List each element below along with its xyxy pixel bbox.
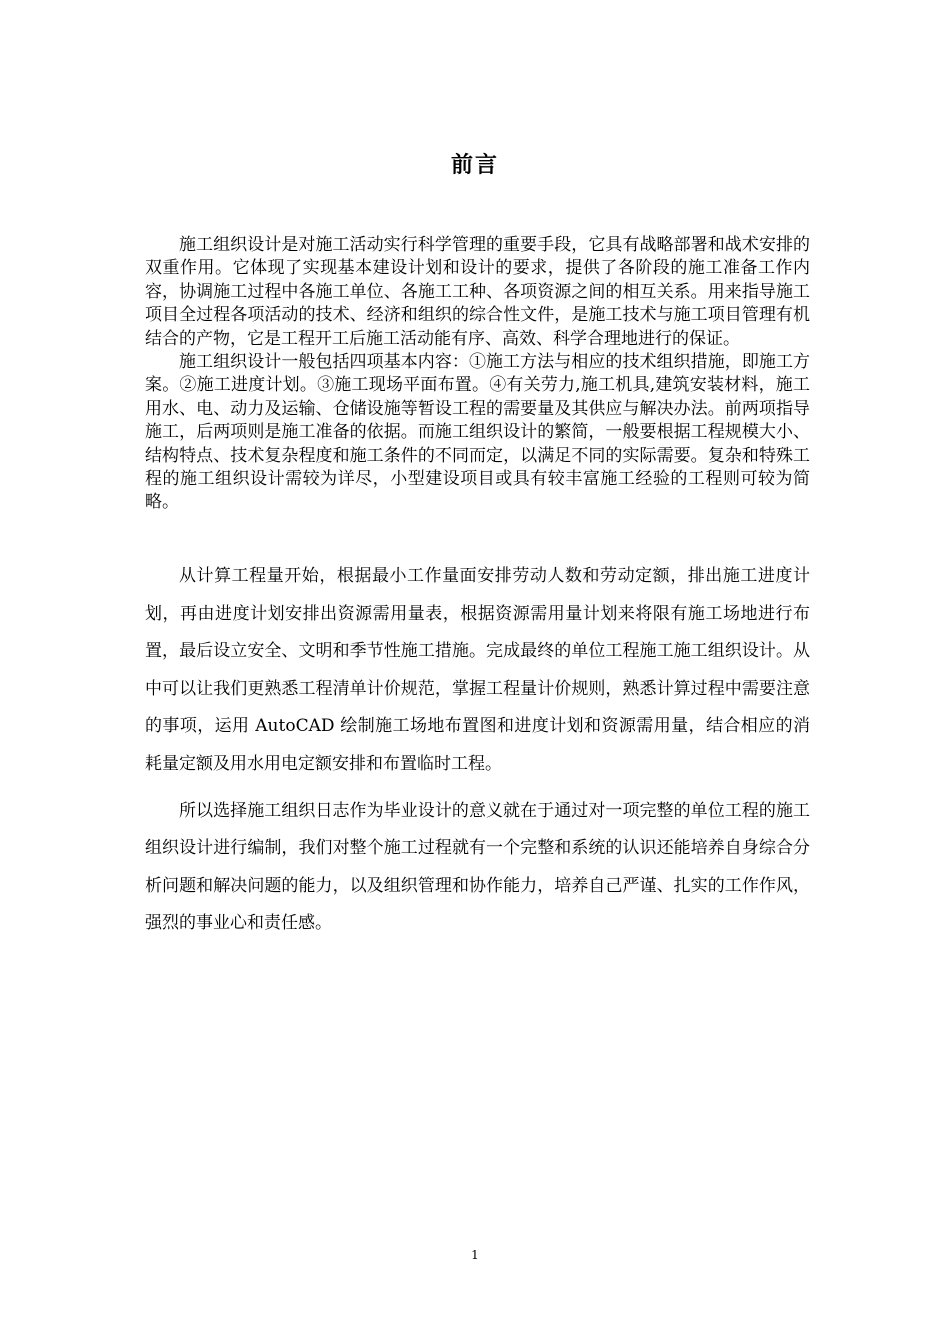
paragraph-1: 施工组织设计是对施工活动实行科学管理的重要手段，它具有战略部署和战术安排的双重作用。它体现了实现基本建设计划和设计的要求，提供了各阶段的施工准备工作内容，协调施工过程中各施工单位、各施工工种、各项资源之间的相互关系。用来指导施工项目全过程各项活动的技术、经济和组织的综合性文件，是施工技术与施工项目管理有机结合的产物，它是工程开工后施工活动能有序、高效、科学合理地进行的保证。 [145,235,810,349]
page-title: 前言 [450,152,499,178]
paragraph-4: 所以选择施工组织日志作为毕业设计的意义就在于通过对一项完整的单位工程的施工组织设计进行编制，我们对整个施工过程就有一个完整和系统的认识还能培养自身综合分析问题和解决问题的能力，以及组织管理和协作能力，培养自己严谨、扎实的工作作风，强烈的事业心和责任感。 [145,800,810,934]
body-text-section-2 [145,558,810,943]
page-number: 1 [471,1248,479,1262]
paragraph-2: 施工组织设计一般包括四项基本内容：①施工方法与相应的技术组织措施，即施工方案。②施工进度计划。③施工现场平面布置。④有关劳力,施工机具,建筑安装材料，施工用水、电、动力及运输、仓储设施等暂设工程的需要量及其供应与解决办法。前两项指导施工，后两项则是施工准备的依据。而施工组织设计的繁简，一般要根据工程规模大小、结构特点、技术复杂程度和施工条件的不同而定，以满足不同的实际需要。复杂和特殊工程的施工组织设计需较为详尽，小型建设项目或具有较丰富施工经验的工程则可较为简略。 [145,352,810,513]
body-text-section-1 [145,234,810,515]
paragraph-3: 从计算工程量开始，根据最小工作量面安排劳动人数和劳动定额，排出施工进度计划，再由进度计划安排出资源需用量表，根据资源需用量计划来将限有施工场地进行布置，最后设立安全、文明和季节性施工措施。完成最终的单位工程施工施工组织设计。从中可以让我们更熟悉工程清单计价规范，掌握工程量计价规则，熟悉计算过程中需要注意的事项，运用 AutoCAD 绘制施工场地布置图和进度计划和资源需用量，结合相应的消耗量定额及用水用电定额安排和布置临时工程。 [145,566,810,774]
